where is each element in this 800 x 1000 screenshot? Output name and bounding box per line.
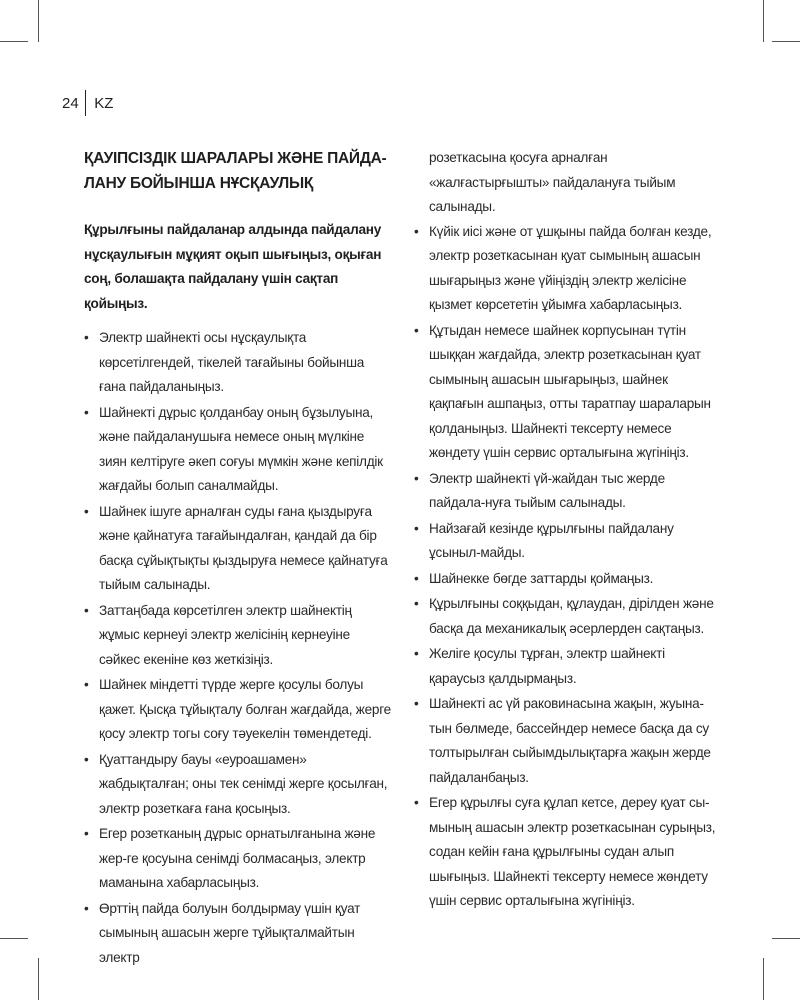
- list-item: • Желіге қосулы тұрған, электр шайнекті қараусыз қалдырмаңыз.: [414, 642, 720, 691]
- right-bullet-list: [414, 220, 720, 914]
- left-bullet-list: [84, 326, 394, 970]
- crop-mark-left-top: [0, 41, 28, 42]
- list-item: • Егер құрылғы суға құлап кетсе, дереу қуат сы-мының ашасын электр розеткасынан сурыңыз, содан кейін ғана құрылғыны судан алып шығыңыз. Шайнекті тексерту немесе жөндету үшін сервис орталығына жүгініңіз.: [414, 791, 720, 914]
- language-code: KZ: [94, 94, 114, 112]
- crop-mark-bottom-left: [38, 958, 39, 1000]
- list-item: • Құрылғыны соққыдан, құлаудан, дірілден және басқа да механикалық әсерлерден сақтаңыз.: [414, 592, 720, 641]
- list-item: • Шайнекке бөгде заттарды қоймаңыз.: [414, 567, 720, 592]
- list-item: • Күйік иісі және от ұшқыны пайда болған кезде, электр розеткасынан қуат сымының ашасын шығарыңыз және үйіңіздің электр желісіне қызмет көрсететін ұйымға хабарласыңыз.: [414, 220, 720, 318]
- crop-mark-right-bottom: [772, 938, 800, 939]
- section-title: ҚАУІПСІЗДІК ШАРАЛАРЫ ЖӘНЕ ПАЙДА-ЛАНУ БОЙЫНША НҰСҚАУЛЫҚ: [84, 150, 387, 192]
- left-column: [84, 146, 394, 971]
- list-item: • Шайнек міндетті түрде жерге қосулы болуы қажет. Қысқа тұйықталу болған жағдайда, жерге қосу электр тогы соғу тәуекелін төмендетеді.: [84, 673, 394, 747]
- crop-mark-right-top: [772, 41, 800, 42]
- list-item: • Құтыдан немесе шайнек корпусынан түтін шыққан жағдайда, электр розеткасынан қуат сымының ашасын шығарыңыз, шайнек қақпағын ашпаңыз, отты таратпау шараларын қолданыңыз. Шайнекті тексерту немесе жөндету үшін сервис орталығына жүгініңіз.: [414, 319, 720, 466]
- crop-mark-left-bottom: [0, 938, 28, 939]
- list-item: • Заттаңбада көрсетілген электр шайнектің жұмыс кернеуі электр желісінің кернеуіне сәйкес екеніне көз жеткізіңіз.: [84, 599, 394, 673]
- list-item: • Электр шайнекті осы нұсқаулықта көрсетілгендей, тікелей тағайыны бойынша ғана пайдаланыңыз.: [84, 326, 394, 400]
- page-header: [62, 90, 113, 116]
- list-item: • Электр шайнекті үй-жайдан тыс жерде пайдала-нуға тыйым салынады.: [414, 467, 720, 516]
- list-item: • Найзағай кезінде құрылғыны пайдалану ұсыныл-майды.: [414, 517, 720, 566]
- list-item: • Шайнек ішуге арналған суды ғана қыздыруға және қайнатуға тағайындалған, қандай да бір басқа сұйықтықты қыздыруға немесе қайнатуға тыйым салынады.: [84, 500, 394, 598]
- list-item: • Шайнекті ас үй раковинасына жақын, жуына-тын бөлмеде, бассейндер немесе басқа да су толтырылған сыйымдылықтарға жақын жерде пайдаланбаңыз.: [414, 692, 720, 790]
- crop-mark-top-right: [763, 0, 764, 42]
- list-item: • Егер розетканың дұрыс орнатылғанына және жер-ге қосуына сенімді болмасаңыз, электр маманына хабарласыңыз.: [84, 822, 394, 896]
- continued-text: розеткасына қосуға арналған «жалғастырғышты» пайдалануға тыйым салынады.: [429, 150, 676, 214]
- header-divider: [85, 90, 87, 116]
- crop-mark-bottom-right: [763, 958, 764, 1000]
- list-item: • Қуаттандыру бауы «еуроашамен» жабдықталған; оны тек сенімді жерге қосылған, электр розеткаға ғана қосыңыз.: [84, 748, 394, 822]
- page-number: 24: [62, 94, 79, 112]
- list-item: • Шайнекті дұрыс қолданбау оның бұзылуына, және пайдаланушыға немесе оның мүлкіне зиян келтіруге әкеп соғуы мүмкін және кепілдік жағдайы болып саналмайды.: [84, 401, 394, 499]
- lead-paragraph: Құрылғыны пайдаланар алдында пайдалану нұсқаулығын мұқият оқып шығыңыз, оқыған соң, болашақта пайдалану үшін сақтап қойыңыз.: [84, 222, 382, 311]
- list-item: • Өрттің пайда болуын болдырмау үшін қуат сымының ашасын жерге тұйықталмайтын электр: [84, 897, 394, 971]
- right-column: [414, 146, 720, 915]
- crop-mark-top-left: [38, 0, 39, 42]
